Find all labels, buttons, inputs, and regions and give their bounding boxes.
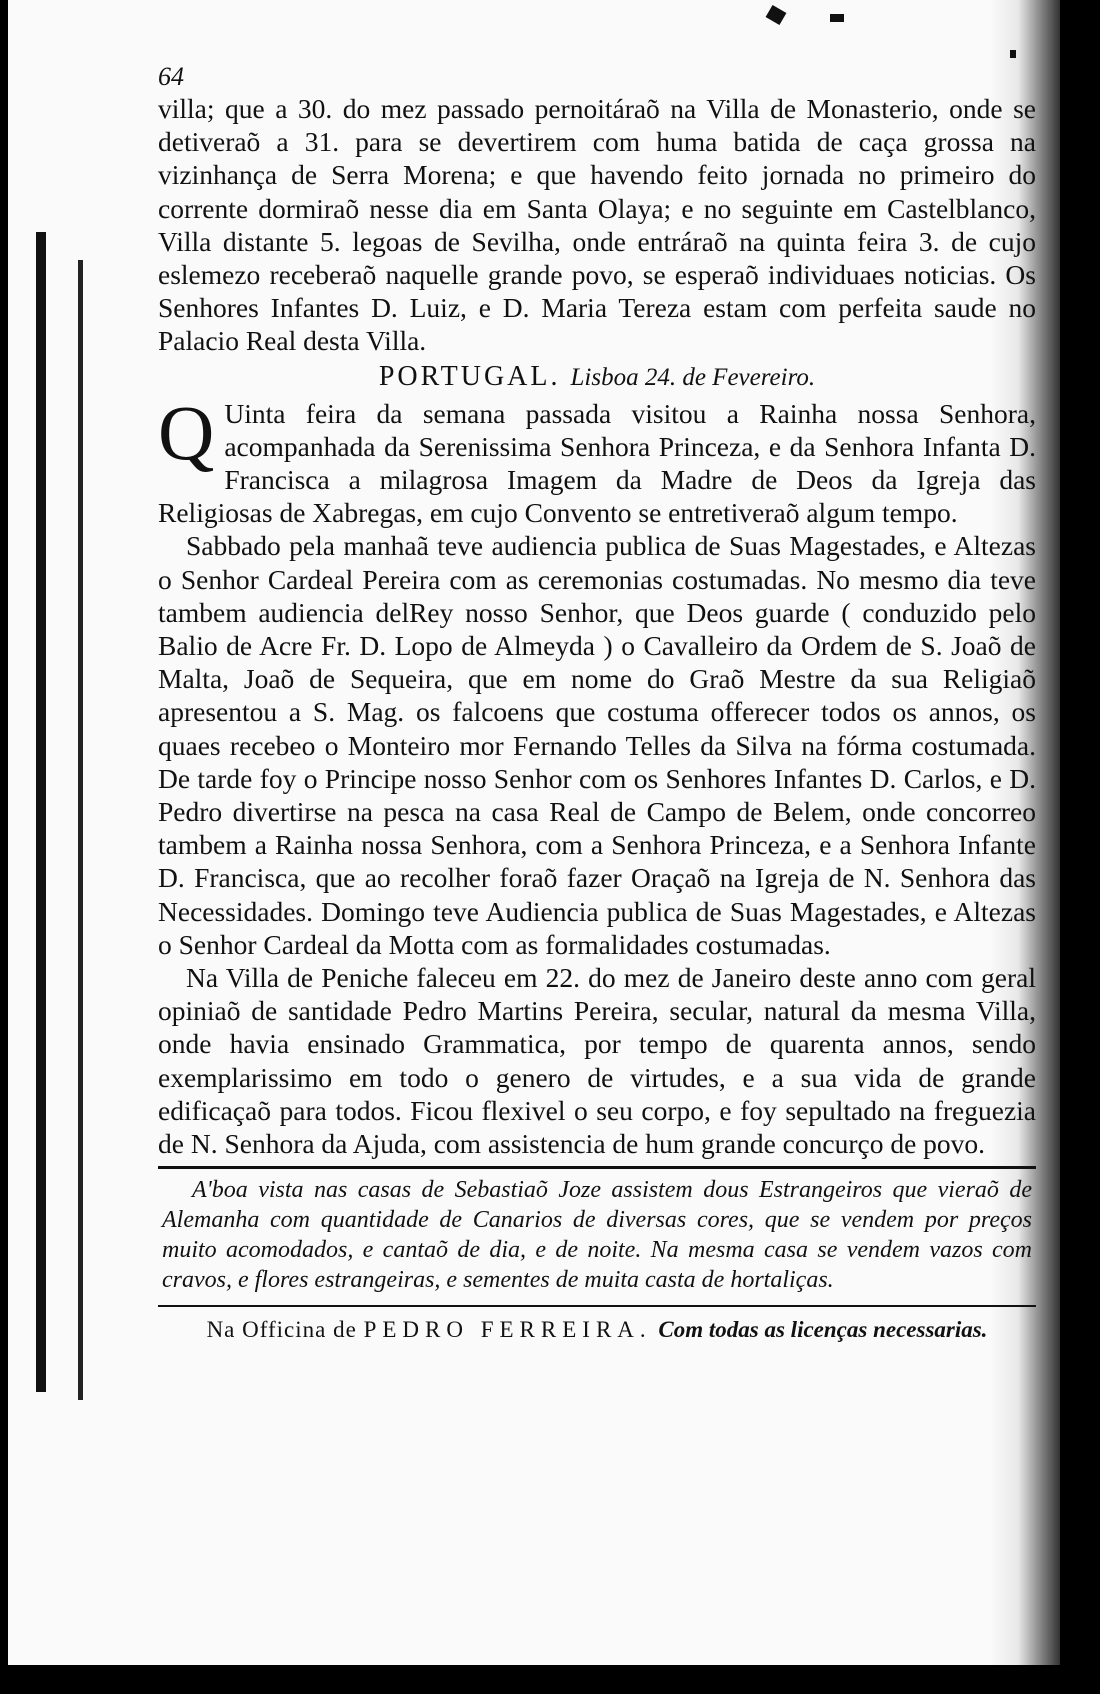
divider-rule <box>158 1166 1036 1169</box>
news-paragraph-3: Na Villa de Peniche faleceu em 22. do mez de Janeiro deste anno com geral opiniaõ de santidade Pedro Martins Pereira, secular, natural da mesma Villa, onde havia ensinado Grammatica, por tempo de quarenta annos, sendo exemplarissimo em todo o genero de virtudes, e a sua vida de grande edificaçaõ para todos. Ficou flexivel o seu corpo, e foy sepultado na freguezia de N. Senhora da Ajuda, com assistencia de hum grande concurço de povo. <box>158 962 1036 1160</box>
opening-paragraph: villa; que a 30. do mez passado pernoitáraõ na Villa de Monasterio, onde se detiveraõ a 31. para se devertirem com huma batida de caça grossa na vizinhança de Serra Morena; e que havendo feito jornada no primeiro do corrente dormiraõ nesse dia em Santa Olaya; e no seguinte em Castelblanco, Villa distante 5. legoas de Sevilha, onde entráraõ na quinta feira 3. de cujo eslemezo receberaõ naquelle grande povo, se esperaõ individuaes noticias. Os Senhores Infantes D. Luiz, e D. Maria Tereza estam com perfeita saude no Palacio Real desta Villa. <box>158 93 1036 357</box>
article-body <box>158 92 1036 1160</box>
text-column <box>158 62 1036 1347</box>
section-dateline: Lisboa 24. de Fevereiro. <box>570 363 816 391</box>
advertisement: A'boa vista nas casas de Sebastiaõ Joze assistem dous Estrangeiros que vieraõ de Alemanha com quantidade de Canarios de diversas cores, que se vendem por preços muito acomodados, e cantaõ de dia, e de noite. Na mesma casa se vendem vazos com cravos, e flores estrangeiras, e sementes de muita casta de hortaliças. <box>162 1177 1032 1294</box>
binding-shadow <box>36 232 46 1392</box>
news-paragraph-2: Sabbado pela manhaã teve audiencia publica de Suas Magestades, e Altezas o Senhor Cardeal Pereira com as ceremonias costumadas. No mesmo dia teve tambem audiencia delRey nosso Senhor, que Deos guarde ( conduzido pelo Balio de Acre Fr. D. Lopo de Almeyda ) o Cavalleiro da Ordem de S. Joaõ de Malta, Joaõ de Sequeira, que em nome do Graõ Mestre da sua Religiaõ apresentou a S. Mag. os falcoens que costuma offerecer todos os annos, os quaes recebeo o Monteiro mor Fernando Telles da Silva na fórma costumada. De tarde foy o Principe nosso Senhor com os Senhores Infantes D. Carlos, e D. Pedro divertirse na pesca na casa Real de Campo de Belem, onde concorreo tambem a Rainha nossa Senhora, com a Senhora Princeza, e a Senhora Infante D. Francisca, que ao recolher foraõ fazer Oraçaõ na Igreja de N. Senhora das Necessidades. Domingo teve Audiencia publica de Suas Magestades, e Altezas o Senhor Cardeal da Motta com as formalidades costumadas. <box>158 530 1036 960</box>
section-heading <box>158 358 1036 397</box>
ink-speck <box>1010 50 1016 58</box>
licences-note: Com todas as licenças necessarias. <box>658 1317 988 1343</box>
binding-line <box>78 260 83 1400</box>
newspaper-page <box>8 0 1060 1665</box>
drop-cap: Q <box>158 388 215 476</box>
news-paragraph-1 <box>158 388 1036 530</box>
colophon <box>158 1313 1036 1347</box>
page-number: 64 <box>158 62 184 91</box>
ink-speck <box>830 14 844 22</box>
news-paragraph-1-text: Uinta feira da semana passada visitou a Rainha nossa Senhora, acompanhada da Serenissima Senhora Princeza, e da Senhora Infanta D. Francisca a milagrosa Imagem da Madre de Deos da Igreja das Religiosas de Xabregas, em cujo Convento se entretiveraõ algum tempo. <box>158 397 1036 529</box>
section-country: PORTUGAL. <box>378 360 561 392</box>
colophon-prefix: Na Officina de <box>206 1317 357 1343</box>
divider-rule-bottom <box>158 1305 1036 1307</box>
printer-name: PEDRO FERREIRA. <box>363 1317 652 1343</box>
ink-speck <box>766 5 787 25</box>
